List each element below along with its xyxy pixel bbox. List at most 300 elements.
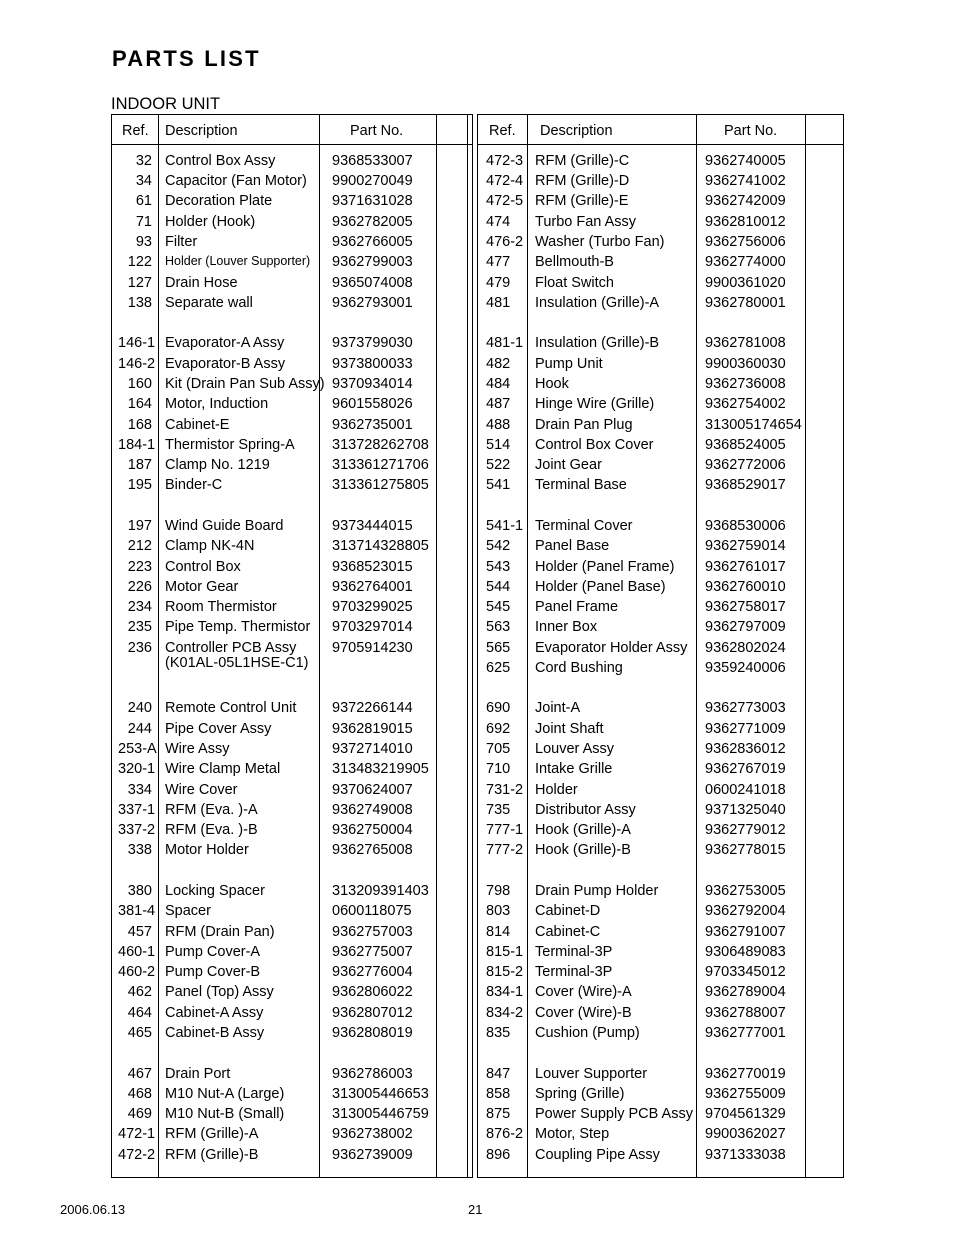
part-number-cell: 313005446759	[332, 1106, 429, 1122]
ref-cell: 541	[486, 477, 511, 493]
part-number-cell: 9371325040	[705, 802, 786, 818]
ref-cell: 195	[127, 477, 152, 493]
ref-cell: 705	[486, 741, 511, 757]
description-cell: Holder (Hook)	[165, 214, 256, 230]
description-cell: Cabinet-E	[165, 417, 230, 433]
table-row	[478, 234, 843, 254]
description-cell: Separate wall	[165, 295, 253, 311]
description-cell: RFM (Grille)-E	[535, 193, 629, 209]
table-row	[478, 214, 843, 234]
description-cell: Hinge Wire (Grille)	[535, 396, 655, 412]
ref-cell: 168	[127, 417, 152, 433]
table-row	[112, 153, 472, 173]
description-cell: Panel (Top) Assy	[165, 984, 274, 1000]
table-row	[478, 1106, 843, 1126]
part-number-cell: 313005174654	[705, 417, 802, 433]
part-number-cell: 9362760010	[705, 579, 786, 595]
description-cell: Evaporator Holder Assy	[535, 640, 688, 656]
table-row	[478, 518, 843, 538]
description-cell: Motor, Step	[535, 1126, 610, 1142]
ref-cell: 236	[127, 640, 152, 656]
ref-cell: 334	[127, 782, 152, 798]
column-header-ref: Ref.	[122, 123, 149, 139]
ref-cell: 184-1	[118, 437, 156, 453]
header-divider	[112, 144, 472, 145]
description-cell: Binder-C	[165, 477, 223, 493]
part-number-cell: 9362786003	[332, 1066, 413, 1082]
part-number-cell: 9373444015	[332, 518, 413, 534]
description-cell: Intake Grille	[535, 761, 613, 777]
description-cell: M10 Nut-A (Large)	[165, 1086, 285, 1102]
ref-cell: 858	[486, 1086, 511, 1102]
description-cell: Distributor Assy	[535, 802, 636, 818]
part-number-cell: 313483219905	[332, 761, 429, 777]
description-cell: Cabinet-A Assy	[165, 1005, 264, 1021]
part-number-cell: 9362761017	[705, 559, 786, 575]
column-header-part-no: Part No.	[350, 123, 404, 139]
table-row	[478, 477, 843, 497]
table-row	[112, 214, 472, 234]
description-cell: (K01AL-05L1HSE-C1)	[165, 655, 309, 671]
table-row	[112, 254, 472, 274]
ref-cell: 777-1	[486, 822, 524, 838]
ref-cell: 834-2	[486, 1005, 524, 1021]
description-cell: Drain Hose	[165, 275, 238, 291]
header-divider	[478, 144, 843, 145]
column-header-part-no: Part No.	[724, 123, 778, 139]
part-number-cell: 9362780001	[705, 295, 786, 311]
part-number-cell: 9368533007	[332, 153, 413, 169]
part-number-cell: 9601558026	[332, 396, 413, 412]
part-number-cell: 9362771009	[705, 721, 786, 737]
ref-cell: 488	[486, 417, 511, 433]
part-number-cell: 9362739009	[332, 1147, 413, 1163]
part-number-cell: 9370934014	[332, 376, 413, 392]
part-number-cell: 313361271706	[332, 457, 429, 473]
ref-cell: 146-1	[118, 335, 156, 351]
part-number-cell: 9362781008	[705, 335, 786, 351]
table-row	[478, 173, 843, 193]
table-row	[112, 579, 472, 599]
description-cell: Terminal-3P	[535, 964, 613, 980]
ref-cell: 234	[127, 599, 152, 615]
description-cell: Locking Spacer	[165, 883, 265, 899]
table-row	[112, 1066, 472, 1086]
table-row	[478, 782, 843, 802]
part-number-cell: 9362753005	[705, 883, 786, 899]
parts-table-left	[111, 114, 473, 1178]
description-cell: Holder (Louver Supporter)	[165, 254, 311, 268]
part-number-cell: 9362777001	[705, 1025, 786, 1041]
table-row	[478, 721, 843, 741]
part-number-cell: 9362742009	[705, 193, 786, 209]
part-number-cell: 9306489083	[705, 944, 786, 960]
description-cell: Terminal Cover	[535, 518, 633, 534]
part-number-cell: 9362819015	[332, 721, 413, 737]
part-number-cell: 9900361020	[705, 275, 786, 291]
ref-cell: 625	[486, 660, 511, 676]
description-cell: Cabinet-D	[535, 903, 601, 919]
ref-cell: 127	[127, 275, 152, 291]
table-row	[478, 1147, 843, 1167]
ref-cell: 467	[127, 1066, 152, 1082]
part-number-cell: 9362792004	[705, 903, 786, 919]
description-cell: Motor Gear	[165, 579, 239, 595]
description-cell: Louver Supporter	[535, 1066, 648, 1082]
ref-cell: 223	[127, 559, 152, 575]
ref-cell: 692	[486, 721, 511, 737]
description-cell: Hook (Grille)-B	[535, 842, 631, 858]
table-row	[112, 761, 472, 781]
table-row	[112, 721, 472, 741]
description-cell: Pump Cover-B	[165, 964, 261, 980]
description-cell: Insulation (Grille)-A	[535, 295, 660, 311]
part-number-cell: 9362750004	[332, 822, 413, 838]
table-row	[478, 1025, 843, 1045]
ref-cell: 522	[486, 457, 511, 473]
ref-cell: 226	[127, 579, 152, 595]
part-number-cell: 313728262708	[332, 437, 429, 453]
part-number-cell: 313005446653	[332, 1086, 429, 1102]
page-title: PARTS LIST	[112, 46, 261, 71]
part-number-cell: 0600241018	[705, 782, 786, 798]
table-row	[112, 295, 472, 315]
description-cell: Holder (Panel Frame)	[535, 559, 675, 575]
ref-cell: 122	[127, 254, 152, 270]
table-row	[112, 903, 472, 923]
description-cell: Holder (Panel Base)	[535, 579, 666, 595]
ref-cell: 803	[486, 903, 511, 919]
ref-cell: 472-5	[486, 193, 524, 209]
description-cell: Wind Guide Board	[165, 518, 284, 534]
description-cell: Turbo Fan Assy	[535, 214, 637, 230]
ref-cell: 834-1	[486, 984, 524, 1000]
ref-cell: 71	[135, 214, 152, 230]
table-row	[112, 924, 472, 944]
part-number-cell: 9362774000	[705, 254, 786, 270]
ref-cell: 212	[127, 538, 152, 554]
part-number-cell: 313361275805	[332, 477, 429, 493]
description-cell: RFM (Eva. )-A	[165, 802, 258, 818]
ref-cell: 835	[486, 1025, 511, 1041]
ref-cell: 479	[486, 275, 511, 291]
description-cell: Joint Gear	[535, 457, 602, 473]
part-number-cell: 9362738002	[332, 1126, 413, 1142]
table-row	[112, 518, 472, 538]
table-row	[112, 655, 472, 675]
description-cell: Insulation (Grille)-B	[535, 335, 660, 351]
ref-cell: 197	[127, 518, 152, 534]
table-row	[112, 457, 472, 477]
description-cell: Wire Clamp Metal	[165, 761, 281, 777]
description-cell: Thermistor Spring-A	[165, 437, 295, 453]
table-row	[478, 660, 843, 680]
description-cell: Terminal Base	[535, 477, 627, 493]
description-cell: Clamp NK-4N	[165, 538, 255, 554]
table-row	[478, 153, 843, 173]
ref-cell: 380	[127, 883, 152, 899]
table-row	[478, 619, 843, 639]
part-number-cell: 9362757003	[332, 924, 413, 940]
ref-cell: 815-1	[486, 944, 524, 960]
table-row	[478, 822, 843, 842]
description-cell: Pipe Temp. Thermistor	[165, 619, 311, 635]
table-row	[112, 234, 472, 254]
part-number-cell: 9368523015	[332, 559, 413, 575]
part-number-cell: 9373799030	[332, 335, 413, 351]
ref-cell: 731-2	[486, 782, 524, 798]
part-number-cell: 9362807012	[332, 1005, 413, 1021]
description-cell: Cover (Wire)-A	[535, 984, 632, 1000]
ref-cell: 469	[127, 1106, 152, 1122]
table-row	[478, 457, 843, 477]
table-row	[112, 1025, 472, 1045]
description-cell: Cabinet-B Assy	[165, 1025, 265, 1041]
description-cell: Motor Holder	[165, 842, 249, 858]
ref-cell: 240	[127, 700, 152, 716]
table-row	[478, 802, 843, 822]
ref-cell: 337-1	[118, 802, 156, 818]
description-cell: Washer (Turbo Fan)	[535, 234, 665, 250]
part-number-cell: 9362756006	[705, 234, 786, 250]
part-number-cell: 9362735001	[332, 417, 413, 433]
description-cell: Hook	[535, 376, 569, 392]
table-row	[478, 275, 843, 295]
ref-cell: 798	[486, 883, 511, 899]
part-number-cell: 9368524005	[705, 437, 786, 453]
part-number-cell: 9362775007	[332, 944, 413, 960]
description-cell: Terminal-3P	[535, 944, 613, 960]
description-cell: Drain Port	[165, 1066, 231, 1082]
table-row	[112, 619, 472, 639]
footer-date: 2006.06.13	[60, 1202, 126, 1217]
description-cell: Wire Assy	[165, 741, 230, 757]
description-cell: Filter	[165, 234, 198, 250]
table-row	[112, 741, 472, 761]
part-number-cell: 9703345012	[705, 964, 786, 980]
part-number-cell: 9362791007	[705, 924, 786, 940]
table-row	[478, 741, 843, 761]
part-number-cell: 9368529017	[705, 477, 786, 493]
table-row	[478, 842, 843, 862]
table-row	[112, 802, 472, 822]
description-cell: Drain Pump Holder	[535, 883, 659, 899]
part-number-cell: 0600118075	[332, 903, 412, 919]
part-number-cell: 9362772006	[705, 457, 786, 473]
ref-cell: 338	[127, 842, 152, 858]
description-cell: Drain Pan Plug	[535, 417, 633, 433]
description-cell: Coupling Pipe Assy	[535, 1147, 660, 1163]
part-number-cell: 9362793001	[332, 295, 413, 311]
description-cell: Decoration Plate	[165, 193, 273, 209]
part-number-cell: 9370624007	[332, 782, 413, 798]
table-row	[112, 356, 472, 376]
part-number-cell: 9362810012	[705, 214, 786, 230]
ref-cell: 253-A	[118, 741, 157, 757]
part-number-cell: 9365074008	[332, 275, 413, 291]
table-row	[112, 417, 472, 437]
ref-cell: 187	[127, 457, 152, 473]
description-cell: Cover (Wire)-B	[535, 1005, 632, 1021]
part-number-cell: 9371631028	[332, 193, 413, 209]
ref-cell: 543	[486, 559, 511, 575]
description-cell: Float Switch	[535, 275, 614, 291]
part-number-cell: 9362736008	[705, 376, 786, 392]
ref-cell: 472-4	[486, 173, 524, 189]
ref-cell: 481-1	[486, 335, 524, 351]
part-number-cell: 9362808019	[332, 1025, 413, 1041]
part-number-cell: 9362778015	[705, 842, 786, 858]
description-cell: Cabinet-C	[535, 924, 601, 940]
description-cell: Wire Cover	[165, 782, 238, 798]
table-row	[112, 559, 472, 579]
table-row	[112, 1106, 472, 1126]
part-number-cell: 9362741002	[705, 173, 786, 189]
table-row	[478, 1066, 843, 1086]
description-cell: Control Box Assy	[165, 153, 276, 169]
table-row	[112, 396, 472, 416]
table-row	[478, 1086, 843, 1106]
part-number-cell: 9362806022	[332, 984, 413, 1000]
table-row	[478, 1126, 843, 1146]
ref-cell: 514	[486, 437, 511, 453]
part-number-cell: 9362749008	[332, 802, 413, 818]
table-row	[112, 335, 472, 355]
ref-cell: 474	[486, 214, 511, 230]
table-row	[478, 599, 843, 619]
ref-cell: 477	[486, 254, 511, 270]
column-header-description: Description	[165, 123, 238, 139]
table-row	[478, 193, 843, 213]
part-number-cell: 9372266144	[332, 700, 413, 716]
table-row	[112, 376, 472, 396]
part-number-cell: 9362789004	[705, 984, 786, 1000]
table-row	[478, 335, 843, 355]
ref-cell: 563	[486, 619, 511, 635]
ref-cell: 138	[127, 295, 152, 311]
ref-cell: 481	[486, 295, 511, 311]
table-row	[478, 1005, 843, 1025]
description-cell: Cord Bushing	[535, 660, 623, 676]
ref-cell: 160	[127, 376, 152, 392]
part-number-cell: 9703297014	[332, 619, 413, 635]
description-cell: Panel Base	[535, 538, 610, 554]
part-number-cell: 9362776004	[332, 964, 413, 980]
part-number-cell: 9362766005	[332, 234, 413, 250]
description-cell: Power Supply PCB Assy	[535, 1106, 693, 1122]
description-cell: Inner Box	[535, 619, 598, 635]
part-number-cell: 313209391403	[332, 883, 429, 899]
ref-cell: 875	[486, 1106, 511, 1122]
description-cell: Panel Frame	[535, 599, 619, 615]
ref-cell: 465	[127, 1025, 152, 1041]
description-cell: Motor, Induction	[165, 396, 269, 412]
table-row	[112, 842, 472, 862]
part-number-cell: 9362770019	[705, 1066, 786, 1082]
ref-cell: 484	[486, 376, 511, 392]
description-cell: Spacer	[165, 903, 211, 919]
description-cell: Holder	[535, 782, 578, 798]
ref-cell: 472-1	[118, 1126, 156, 1142]
table-row	[478, 254, 843, 274]
part-number-cell: 9372714010	[332, 741, 413, 757]
description-cell: M10 Nut-B (Small)	[165, 1106, 285, 1122]
table-row	[112, 437, 472, 457]
table-row	[478, 538, 843, 558]
part-number-cell: 9362764001	[332, 579, 413, 595]
ref-cell: 464	[127, 1005, 152, 1021]
description-cell: Cushion (Pump)	[535, 1025, 640, 1041]
part-number-cell: 9359240006	[705, 660, 786, 676]
part-number-cell: 9362767019	[705, 761, 786, 777]
ref-cell: 476-2	[486, 234, 524, 250]
ref-cell: 544	[486, 579, 511, 595]
table-row	[112, 984, 472, 1004]
ref-cell: 545	[486, 599, 511, 615]
table-row	[112, 173, 472, 193]
description-cell: Control Box	[165, 559, 241, 575]
part-number-cell: 9900362027	[705, 1126, 786, 1142]
part-number-cell: 9900270049	[332, 173, 413, 189]
table-row	[478, 984, 843, 1004]
part-number-cell: 9900360030	[705, 356, 786, 372]
table-row	[478, 640, 843, 660]
description-cell: Joint Shaft	[535, 721, 604, 737]
table-row	[112, 782, 472, 802]
part-number-cell: 9362782005	[332, 214, 413, 230]
table-row	[478, 579, 843, 599]
description-cell: Room Thermistor	[165, 599, 277, 615]
table-row	[112, 1147, 472, 1167]
ref-cell: 93	[135, 234, 152, 250]
table-row	[112, 477, 472, 497]
part-number-cell: 9362799003	[332, 254, 413, 270]
ref-cell: 244	[127, 721, 152, 737]
description-cell: RFM (Grille)-D	[535, 173, 630, 189]
description-cell: Controller PCB Assy	[165, 640, 297, 656]
ref-cell: 482	[486, 356, 511, 372]
table-row	[478, 700, 843, 720]
table-row	[478, 437, 843, 457]
ref-cell: 542	[486, 538, 511, 554]
ref-cell: 541-1	[486, 518, 524, 534]
description-cell: Clamp No. 1219	[165, 457, 270, 473]
table-row	[478, 295, 843, 315]
ref-cell: 847	[486, 1066, 511, 1082]
ref-cell: 876-2	[486, 1126, 524, 1142]
table-row	[112, 883, 472, 903]
table-row	[112, 275, 472, 295]
description-cell: Pump Unit	[535, 356, 603, 372]
ref-cell: 487	[486, 396, 511, 412]
description-cell: Spring (Grille)	[535, 1086, 625, 1102]
ref-cell: 690	[486, 700, 511, 716]
part-number-cell: 9362765008	[332, 842, 413, 858]
description-cell: Pipe Cover Assy	[165, 721, 272, 737]
section-title: INDOOR UNIT	[111, 95, 221, 113]
ref-cell: 34	[135, 173, 152, 189]
ref-cell: 146-2	[118, 356, 156, 372]
part-number-cell: 9362740005	[705, 153, 786, 169]
description-cell: Hook (Grille)-A	[535, 822, 631, 838]
description-cell: Joint-A	[535, 700, 581, 716]
ref-cell: 472-2	[118, 1147, 156, 1163]
column-header-description: Description	[540, 123, 613, 139]
ref-cell: 468	[127, 1086, 152, 1102]
table-row	[112, 193, 472, 213]
ref-cell: 815-2	[486, 964, 524, 980]
description-cell: Evaporator-B Assy	[165, 356, 286, 372]
